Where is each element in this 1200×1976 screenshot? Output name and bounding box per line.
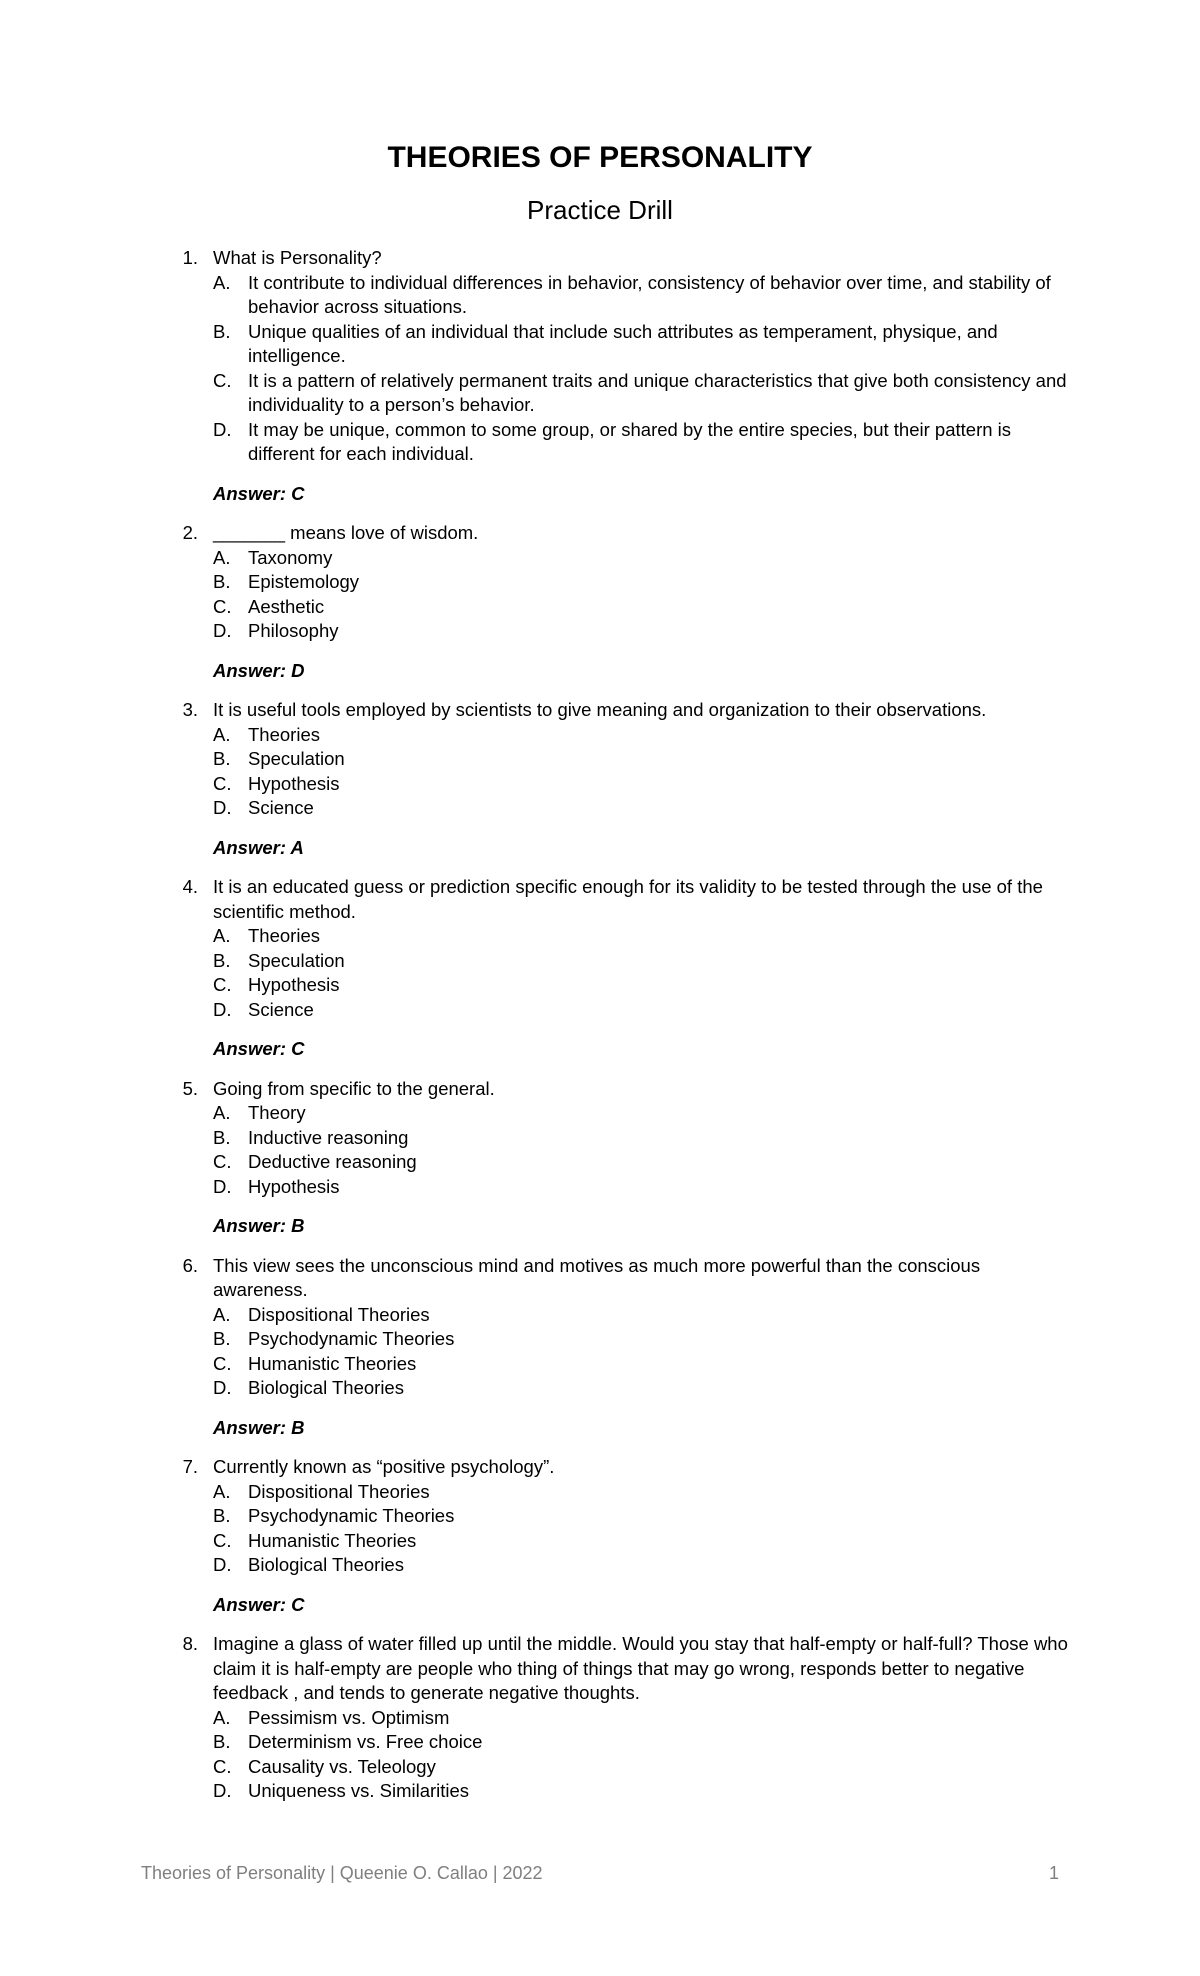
option-text: Causality vs. Teleology <box>248 1755 436 1777</box>
option-c <box>213 369 1070 418</box>
option-d <box>213 1553 1070 1578</box>
option-b <box>213 1730 1070 1755</box>
option-d <box>213 1175 1070 1200</box>
option-text: Aesthetic <box>248 595 325 617</box>
option-letter: A. <box>213 1102 231 1123</box>
question-6 <box>170 1254 1070 1441</box>
option-letter: B. <box>213 949 231 971</box>
option-c <box>213 595 1070 620</box>
option-b <box>213 1327 1070 1352</box>
option-c <box>213 1150 1070 1175</box>
option-letter: D. <box>213 418 232 440</box>
question-number: 6. <box>182 1254 198 1276</box>
option-list <box>213 1101 1070 1199</box>
question-4 <box>170 875 1070 1062</box>
option-text: Dispositional Theories <box>248 1480 430 1502</box>
option-letter: B. <box>213 1126 231 1148</box>
question-text: It is useful tools employed by scientists to give meaning and organization to their observations. <box>213 699 987 720</box>
question-5 <box>170 1077 1070 1239</box>
option-letter: C. <box>213 974 232 995</box>
option-b <box>213 1126 1070 1151</box>
option-b <box>213 747 1070 772</box>
option-a <box>213 546 1070 571</box>
page-number: 1 <box>1048 1863 1059 1883</box>
answer-key: Answer: C <box>213 1593 305 1615</box>
option-d <box>213 619 1070 644</box>
option-text: Taxonomy <box>248 546 333 568</box>
question-text: What is Personality? <box>213 247 382 268</box>
question-3 <box>170 698 1070 860</box>
question-number: 3. <box>182 699 198 720</box>
question-number: 5. <box>182 1077 198 1099</box>
option-letter: B. <box>213 571 231 592</box>
question-number: 2. <box>182 522 198 543</box>
option-list <box>213 271 1070 467</box>
option-list <box>213 723 1070 821</box>
option-text: Theories <box>248 925 320 946</box>
option-text: Biological Theories <box>248 1377 404 1398</box>
question-number: 7. <box>182 1456 198 1477</box>
question-number: 8. <box>182 1633 198 1654</box>
option-letter: D. <box>213 620 232 641</box>
option-text: Determinism vs. Free choice <box>248 1731 483 1752</box>
option-text: Inductive reasoning <box>248 1126 409 1148</box>
option-letter: B. <box>213 1328 231 1349</box>
option-c <box>213 1352 1070 1377</box>
option-letter: B. <box>213 320 231 342</box>
option-text: It contribute to individual differences in behavior, consistency of behavior over time, and stability of behavior across situations. <box>248 271 1051 317</box>
option-text: It may be unique, common to some group, or shared by the entire species, but their pattern is different for each individual. <box>248 418 1012 464</box>
question-text: Imagine a glass of water filled up until the middle. Would you stay that half-empty or half-full? Those who claim it is half-empty are people who thing of things that may go wrong, responds better to negative feedback , and tends to generate negative thoughts. <box>213 1633 1068 1703</box>
option-letter: B. <box>213 748 231 769</box>
page-subtitle: Practice Drill <box>527 195 673 225</box>
question-text: Going from specific to the general. <box>213 1077 495 1099</box>
option-letter: C. <box>213 1151 232 1172</box>
option-text: Theories <box>248 723 320 745</box>
option-list <box>213 546 1070 644</box>
option-letter: D. <box>213 1554 232 1575</box>
option-a <box>213 1101 1070 1126</box>
option-text: Unique qualities of an individual that include such attributes as temperament, physique, and intelligence. <box>248 320 998 366</box>
option-text: Hypothesis <box>248 974 340 995</box>
option-letter: C. <box>213 369 232 391</box>
answer-key: Answer: C <box>213 482 305 504</box>
option-letter: D. <box>213 998 232 1020</box>
option-letter: B. <box>213 1731 231 1752</box>
option-b <box>213 1504 1070 1529</box>
option-text: Humanistic Theories <box>248 1352 417 1374</box>
option-letter: A. <box>213 723 231 745</box>
question-2 <box>170 521 1070 683</box>
option-a <box>213 1480 1070 1505</box>
option-text: Science <box>248 797 314 818</box>
option-list <box>213 1706 1070 1804</box>
option-text: Hypothesis <box>248 1175 340 1197</box>
footer-citation: Theories of Personality | Queenie O. Callao | 2022 <box>141 1863 543 1883</box>
question-text: _______ means love of wisdom. <box>213 522 479 543</box>
page-title: THEORIES OF PERSONALITY <box>387 141 813 174</box>
option-text: Pessimism vs. Optimism <box>248 1706 450 1728</box>
option-letter: C. <box>213 1529 232 1551</box>
option-b <box>213 320 1070 369</box>
option-letter: D. <box>213 1175 232 1197</box>
option-c <box>213 973 1070 998</box>
question-8 <box>170 1632 1070 1804</box>
option-list <box>213 1303 1070 1401</box>
option-c <box>213 772 1070 797</box>
option-a <box>213 271 1070 320</box>
option-letter: A. <box>213 1303 231 1325</box>
question-text: Currently known as “positive psychology”. <box>213 1456 555 1477</box>
option-text: Psychodynamic Theories <box>248 1505 455 1526</box>
answer-key: Answer: D <box>213 659 305 681</box>
option-d <box>213 796 1070 821</box>
option-b <box>213 570 1070 595</box>
question-text: It is an educated guess or prediction specific enough for its validity to be tested through the use of the scientific method. <box>213 876 1043 922</box>
option-text: Speculation <box>248 748 345 769</box>
option-a <box>213 924 1070 949</box>
option-d <box>213 1376 1070 1401</box>
option-text: Philosophy <box>248 620 339 641</box>
option-list <box>213 924 1070 1022</box>
option-letter: A. <box>213 1706 231 1728</box>
option-text: Uniqueness vs. Similarities <box>248 1780 470 1801</box>
option-text: Science <box>248 998 314 1020</box>
option-c <box>213 1529 1070 1554</box>
option-letter: A. <box>213 271 231 293</box>
question-list <box>170 246 1070 1819</box>
option-letter: C. <box>213 595 232 617</box>
option-d <box>213 998 1070 1023</box>
option-text: Theory <box>248 1102 306 1123</box>
option-text: Deductive reasoning <box>248 1151 417 1172</box>
option-text: Hypothesis <box>248 772 340 794</box>
option-d <box>213 418 1070 467</box>
answer-key: Answer: A <box>213 836 304 858</box>
option-letter: A. <box>213 546 231 568</box>
option-text: Biological Theories <box>248 1554 404 1575</box>
option-text: Psychodynamic Theories <box>248 1328 455 1349</box>
option-text: Dispositional Theories <box>248 1303 430 1325</box>
option-text: Epistemology <box>248 571 360 592</box>
answer-key: Answer: B <box>213 1215 305 1236</box>
answer-key: Answer: C <box>213 1038 305 1059</box>
option-a <box>213 1303 1070 1328</box>
option-letter: D. <box>213 797 232 818</box>
option-letter: C. <box>213 772 232 794</box>
option-letter: D. <box>213 1780 232 1801</box>
question-1 <box>170 246 1070 506</box>
option-list <box>213 1480 1070 1578</box>
option-letter: C. <box>213 1755 232 1777</box>
question-text: This view sees the unconscious mind and motives as much more powerful than the conscious awareness. <box>213 1254 981 1300</box>
option-letter: A. <box>213 1480 231 1502</box>
option-d <box>213 1779 1070 1804</box>
option-letter: B. <box>213 1505 231 1526</box>
option-text: Speculation <box>248 949 345 971</box>
option-b <box>213 949 1070 974</box>
option-letter: A. <box>213 925 231 946</box>
question-number: 1. <box>182 247 198 268</box>
option-c <box>213 1755 1070 1780</box>
option-text: It is a pattern of relatively permanent traits and unique characteristics that give both consistency and individuality to a person’s behavior. <box>248 369 1067 415</box>
option-letter: C. <box>213 1352 232 1374</box>
answer-key: Answer: B <box>213 1416 305 1438</box>
question-7 <box>170 1455 1070 1617</box>
option-text: Humanistic Theories <box>248 1529 417 1551</box>
option-letter: D. <box>213 1377 232 1398</box>
option-a <box>213 1706 1070 1731</box>
question-number: 4. <box>182 876 198 897</box>
option-a <box>213 723 1070 748</box>
